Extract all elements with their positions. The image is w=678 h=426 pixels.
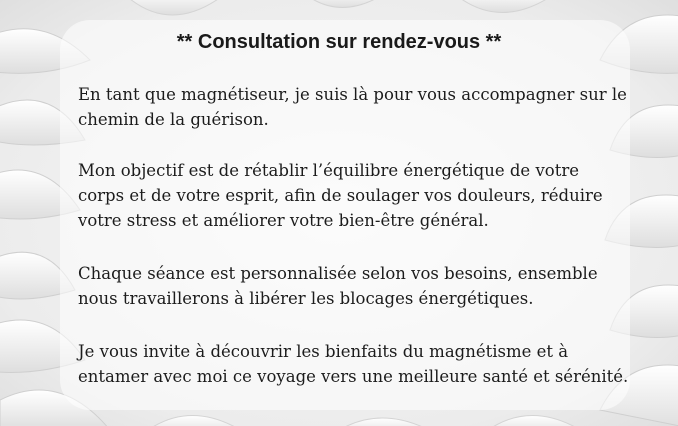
- paragraph-line: Je vous invite à découvrir les bienfaits du magnétisme et à: [78, 342, 569, 361]
- paragraph-invitation: [78, 339, 648, 389]
- paragraph-line: nous travaillerons à libérer les blocages énergétiques.: [78, 289, 534, 308]
- paragraph-line: En tant que magnétiseur, je suis là pour vous accompagner sur le: [78, 85, 627, 104]
- paragraph-line: chemin de la guérison.: [78, 110, 269, 129]
- paragraph-line: Mon objectif est de rétablir l’équilibre énergétique de votre: [78, 161, 579, 180]
- paragraph-line: entamer avec moi ce voyage vers une meilleure santé et sérénité.: [78, 367, 629, 386]
- page-title: ** Consultation sur rendez-vous **: [176, 31, 502, 53]
- paragraph-line: Chaque séance est personnalisée selon vos besoins, ensemble: [78, 264, 598, 283]
- paragraph-line: corps et de votre esprit, afin de soulager vos douleurs, réduire: [78, 186, 603, 205]
- paragraph-objective: [78, 158, 648, 233]
- paragraph-intro: [78, 82, 648, 132]
- paragraph-session: [78, 261, 648, 311]
- paragraph-line: votre stress et améliorer votre bien-être général.: [78, 211, 489, 230]
